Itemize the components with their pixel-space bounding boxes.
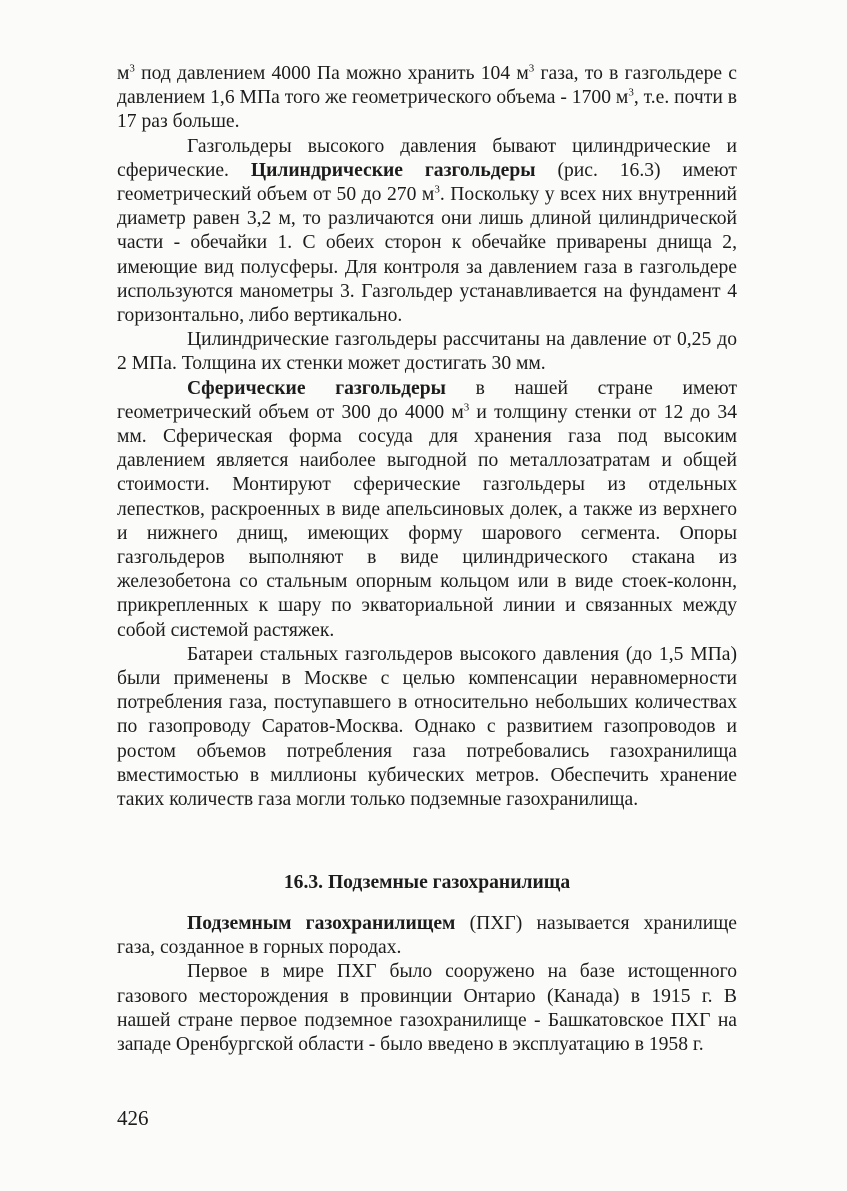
text-block-upper (117, 62, 737, 812)
superscript: 3 (463, 401, 470, 414)
text-span: (ПХГ) называется хранилище газа, созданное в горных породах. (117, 913, 737, 959)
paragraph-2 (117, 135, 737, 329)
text-block-lower (117, 912, 737, 1057)
superscript: 3 (434, 183, 440, 196)
bold-term: Сферические газгольдеры (187, 377, 446, 399)
text-span: м (117, 63, 130, 84)
paragraph-6 (117, 912, 737, 960)
superscript: 3 (129, 62, 135, 75)
paragraph-4 (117, 377, 737, 643)
paragraph-5: Батареи стальных газгольдеров высокого давления (до 1,5 МПа) были применены в Москве с целью компенсации неравномерности потребления газа, поступавшего в относительно небольших количествах по газопроводу Саратов-Москва. Однако с развитием газопроводов и ростом объемов потребления газа потребовались газохранилища вместимостью в миллионы кубических метров. Обеспечить хранение таких количеств газа могли только подземные газохранилища. (117, 643, 737, 811)
text-span: газа, то в газгольдере с давлением 1,6 МПа того же геометрического объема - 1700 м (117, 63, 738, 109)
text-span: под давлением 4000 Па можно хранить 104 м (134, 63, 529, 84)
section-heading: 16.3. Подземные газохранилища (283, 872, 571, 893)
superscript: 3 (628, 86, 634, 99)
bold-term: Цилиндрические газгольдеры (250, 159, 536, 181)
paragraph-1 (117, 62, 737, 135)
text-span: в нашей стране имеют геометрический объем от 300 до 4000 м (117, 377, 738, 423)
text-span: . Поскольку у всех них внутренний диаметр равен 3,2 м, то различаются они лишь длиной цилиндрической части - обечайки 1. С обеих сторон к обечайке приварены днища 2, имеющие вид полусферы. Для контроля за давлением газа в газгольдере используются манометры 3. Газгольдер устанавливается на фундамент 4 горизонтально, либо вертикально. (117, 184, 738, 327)
superscript: 3 (528, 62, 535, 75)
bold-term: Подземным газохранилищем (187, 913, 456, 934)
text-span: и толщину стенки от 12 до 34 мм. Сферическая форма сосуда для хранения газа под высоким давлением является наиболее выгодной по металлозатратам и общей стоимости. Монтируют сферические газгольдеры из отдельных лепестков, раскроенных в виде апельсиновых долек, а также из верхнего и нижнего днищ, имеющих форму шарового сегмента. Опоры газгольдеров выполняют в виде цилиндрического стакана из железобетона со стальным опорным кольцом или в виде стоек-колонн, прикрепленных к шару по экваториальной линии и связанных между собой системой растяжек. (117, 401, 737, 641)
paragraph-3: Цилиндрические газгольдеры рассчитаны на давление от 0,25 до 2 МПа. Толщина их стенки может достигать 30 мм. (117, 329, 737, 375)
paragraph-7: Первое в мире ПХГ было сооружено на базе истощенного газового месторождения в провинции Онтарио (Канада) в 1915 г. В нашей стране первое подземное газохранилище - Башкатовское ПХГ на западе Оренбургской области - было введено в эксплуатацию в 1958 г. (117, 961, 737, 1056)
text-span: Газгольдеры высокого давления бывают цилиндрические и сферические. (117, 135, 737, 181)
text-span: (рис. 16.3) имеют геометрический объем от 50 до 270 м (117, 159, 737, 206)
page-number: 426 (117, 1106, 149, 1130)
text-span: , т.е. почти в 17 раз больше. (117, 87, 737, 133)
